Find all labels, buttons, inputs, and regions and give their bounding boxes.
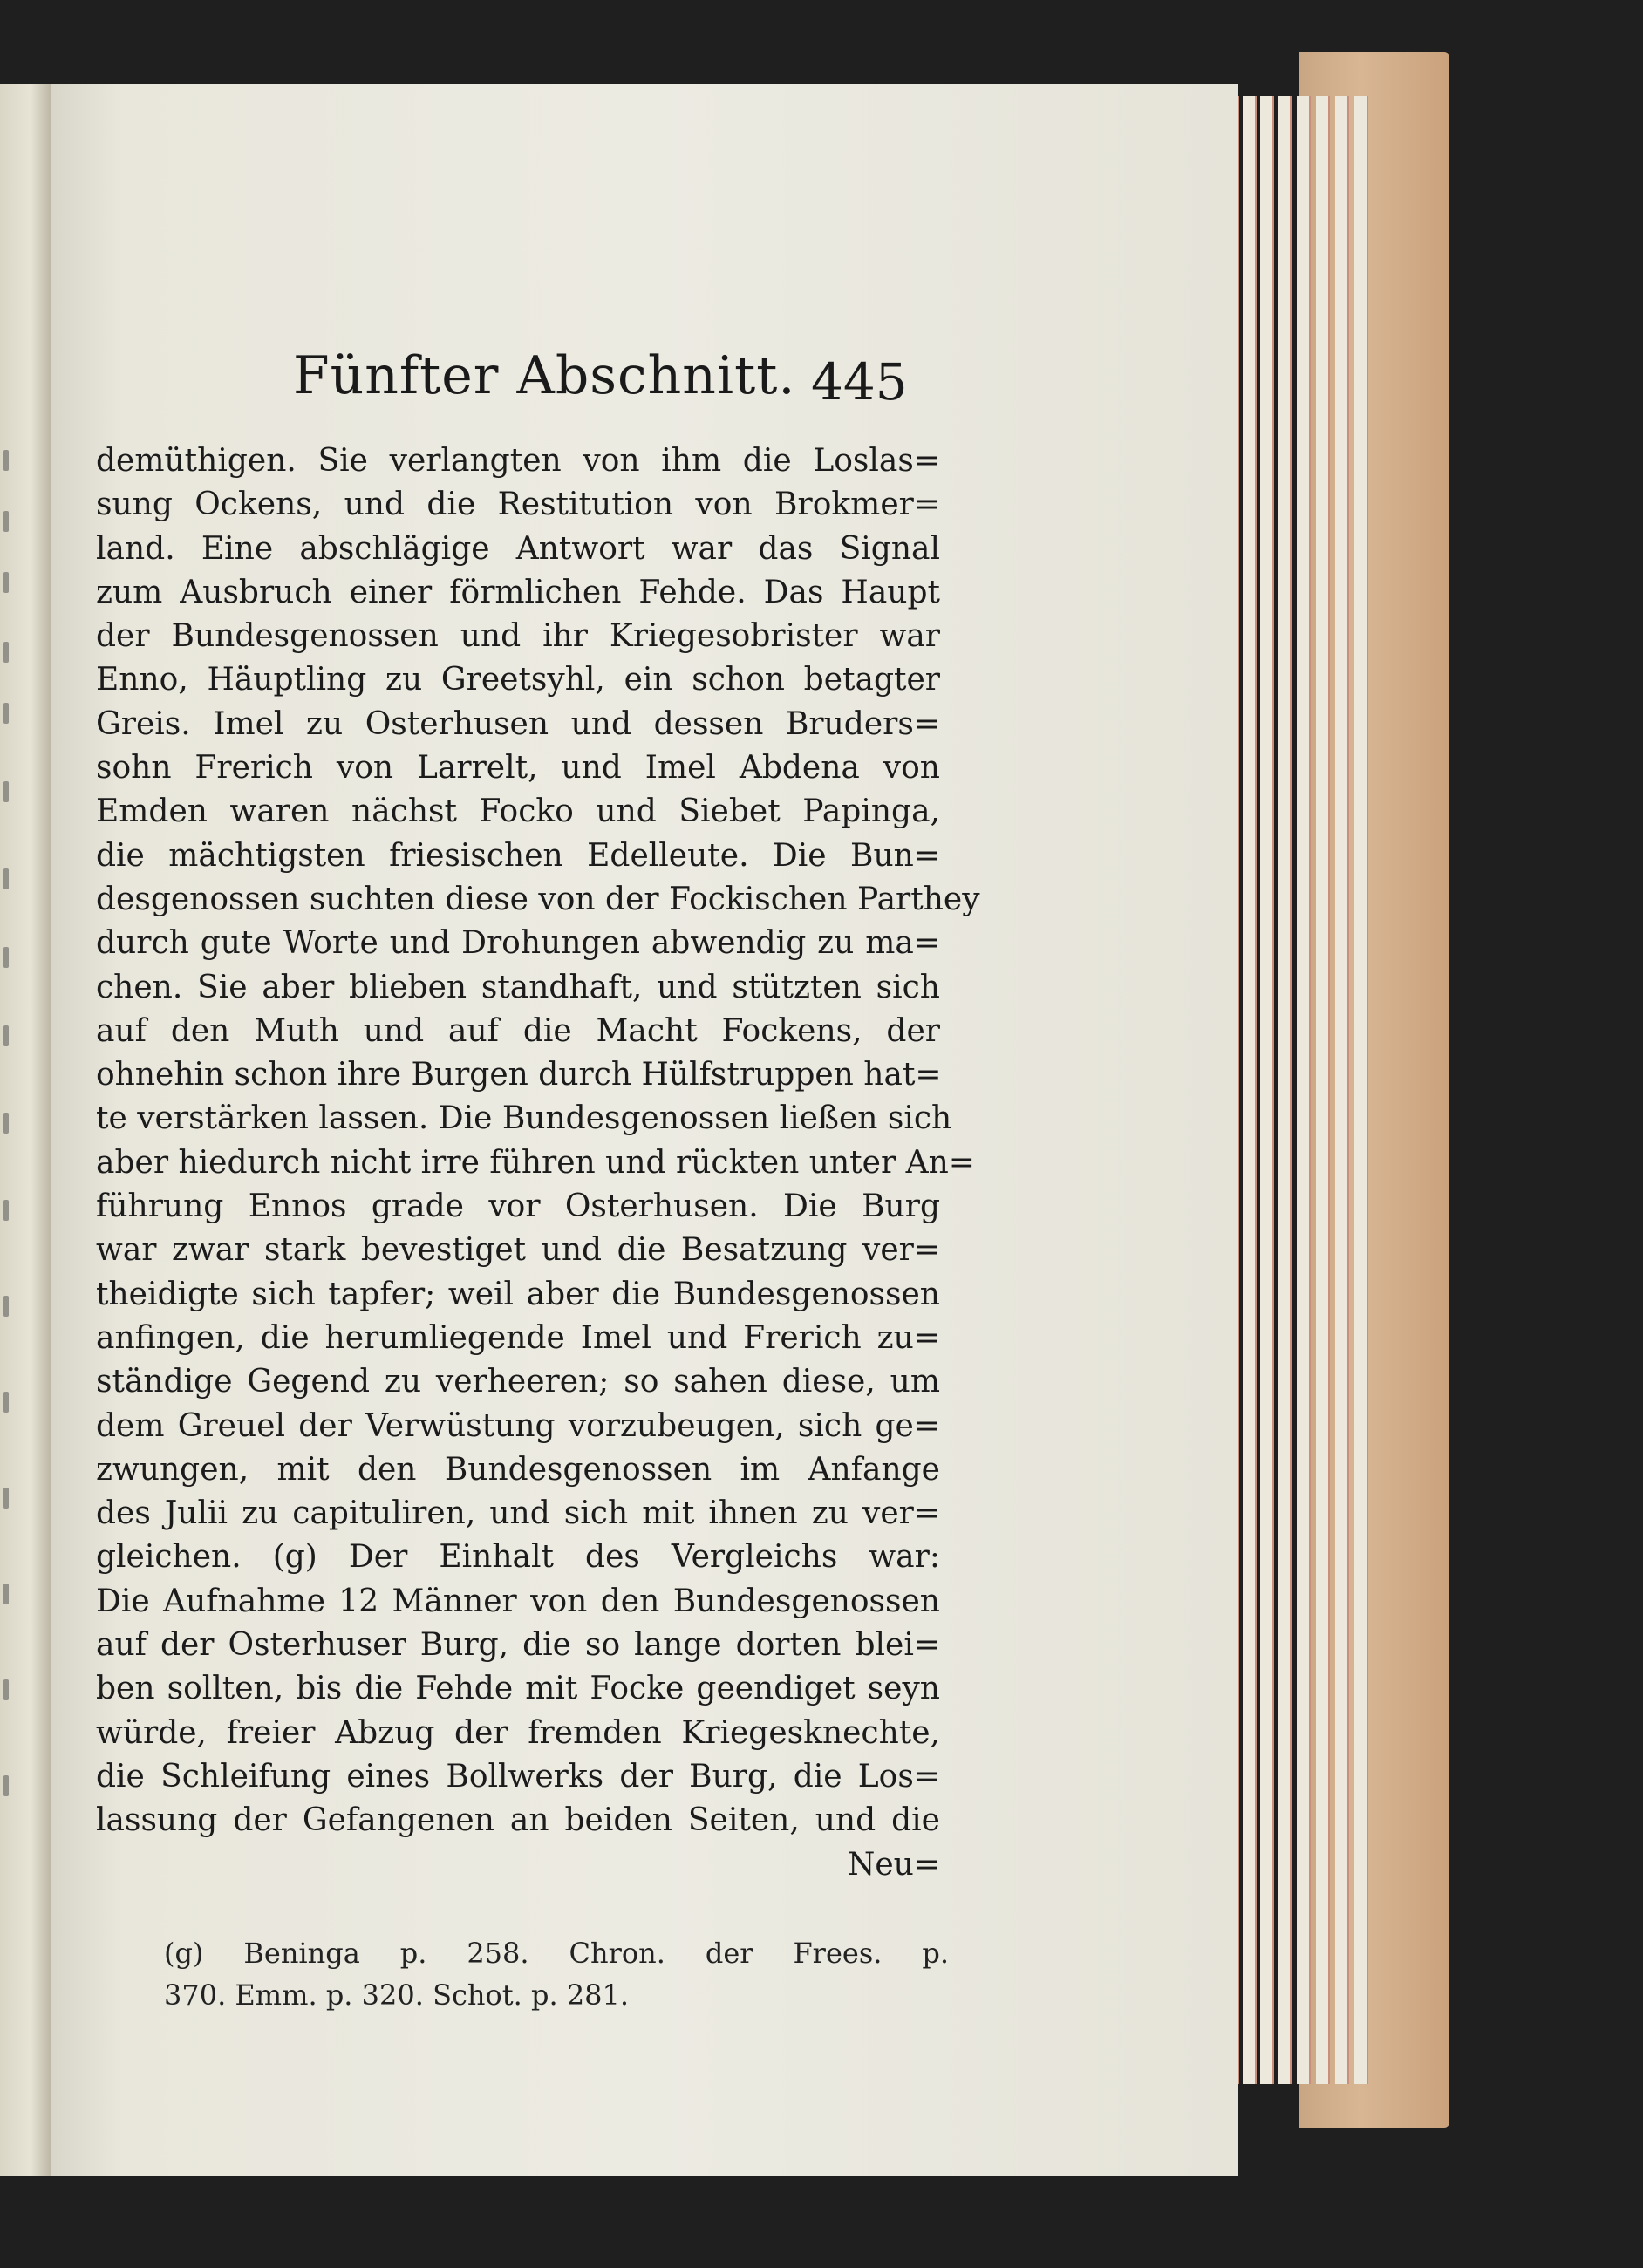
text-line: land. Eine abschlägige Antwort war das Signal	[96, 530, 940, 567]
text-line: Neu=	[847, 1846, 940, 1883]
text-line: zum Ausbruch einer förmlichen Fehde. Das Haupt	[96, 574, 940, 610]
text-line: war zwar stark bevestiget und die Besatzung ver=	[96, 1232, 940, 1269]
text-line: sohn Frerich von Larrelt, und Imel Abdena von	[96, 750, 940, 787]
text-line: Emden waren nächst Focko und Siebet Papinga,	[96, 793, 940, 830]
text-line: ohnehin schon ihre Burgen durch Hülfstruppen hat=	[96, 1057, 942, 1093]
body-text	[96, 439, 980, 1887]
text-line: ben sollten, bis die Fehde mit Focke geendiget seyn	[96, 1671, 940, 1707]
text-line: die Schleifung eines Bollwerks der Burg, die Los=	[96, 1758, 940, 1795]
text-line: des Julii zu capituliren, und sich mit ihnen zu ver=	[96, 1495, 940, 1532]
text-line: würde, freier Abzug der fremden Kriegesknechte,	[96, 1714, 940, 1751]
text-line: Greis. Imel zu Osterhusen und dessen Bruders=	[96, 705, 940, 742]
page-number: 445	[811, 352, 908, 412]
text-line: ständige Gegend zu verheeren; so sahen diese, um	[96, 1364, 940, 1400]
footnote	[164, 1932, 949, 2016]
text-line: aber hiedurch nicht irre führen und rückten unter An=	[96, 1144, 975, 1181]
facing-page-edge	[0, 84, 51, 2176]
text-line: Die Aufnahme 12 Männer von den Bundesgenossen	[96, 1583, 940, 1619]
text-line: lassung der Gefangenen an beiden Seiten, und die	[96, 1802, 940, 1839]
text-line: desgenossen suchten diese von der Fockischen Parthey	[96, 881, 980, 917]
footnote-line: (g) Beninga p. 258. Chron. der Frees. p.	[164, 1937, 949, 1970]
text-line: durch gute Worte und Drohungen abwendig zu ma=	[96, 925, 940, 962]
text-line: Enno, Häuptling zu Greetsyhl, ein schon betagter	[96, 662, 940, 698]
text-line: chen. Sie aber blieben standhaft, und stützten sich	[96, 969, 940, 1005]
text-line: anfingen, die herumliegende Imel und Frerich zu=	[96, 1319, 940, 1356]
page-edges	[1225, 96, 1382, 2084]
text-line: die mächtigsten friesischen Edelleute. Die Bun=	[96, 837, 940, 874]
footnote-line: 370. Emm. p. 320. Schot. p. 281.	[164, 1979, 630, 2012]
text-line: gleichen. (g) Der Einhalt des Vergleichs war:	[96, 1539, 940, 1576]
text-line: sung Ockens, und die Restitution von Brokmer=	[96, 487, 940, 523]
text-line: theidigte sich tapfer; weil aber die Bundesgenossen	[96, 1276, 940, 1312]
facing-page-text-fragments	[0, 415, 17, 1897]
running-title: Fünfter Abschnitt.	[293, 345, 796, 406]
text-line: führung Ennos grade vor Osterhusen. Die Burg	[96, 1188, 940, 1225]
text-line: demüthigen. Sie verlangten von ihm die Loslas=	[96, 443, 940, 479]
text-line: zwungen, mit den Bundesgenossen im Anfange	[96, 1451, 940, 1488]
book-page	[51, 84, 1238, 2176]
page-header	[51, 345, 1238, 424]
text-line: dem Greuel der Verwüstung vorzubeugen, sich ge=	[96, 1407, 940, 1444]
text-line: auf den Muth und auf die Macht Fockens, der	[96, 1012, 940, 1049]
text-line: der Bundesgenossen und ihr Kriegesobrister war	[96, 618, 940, 655]
text-line: te verstärken lassen. Die Bundesgenossen ließen sich	[96, 1100, 952, 1137]
text-line: auf der Osterhuser Burg, die so lange dorten blei=	[96, 1627, 940, 1664]
